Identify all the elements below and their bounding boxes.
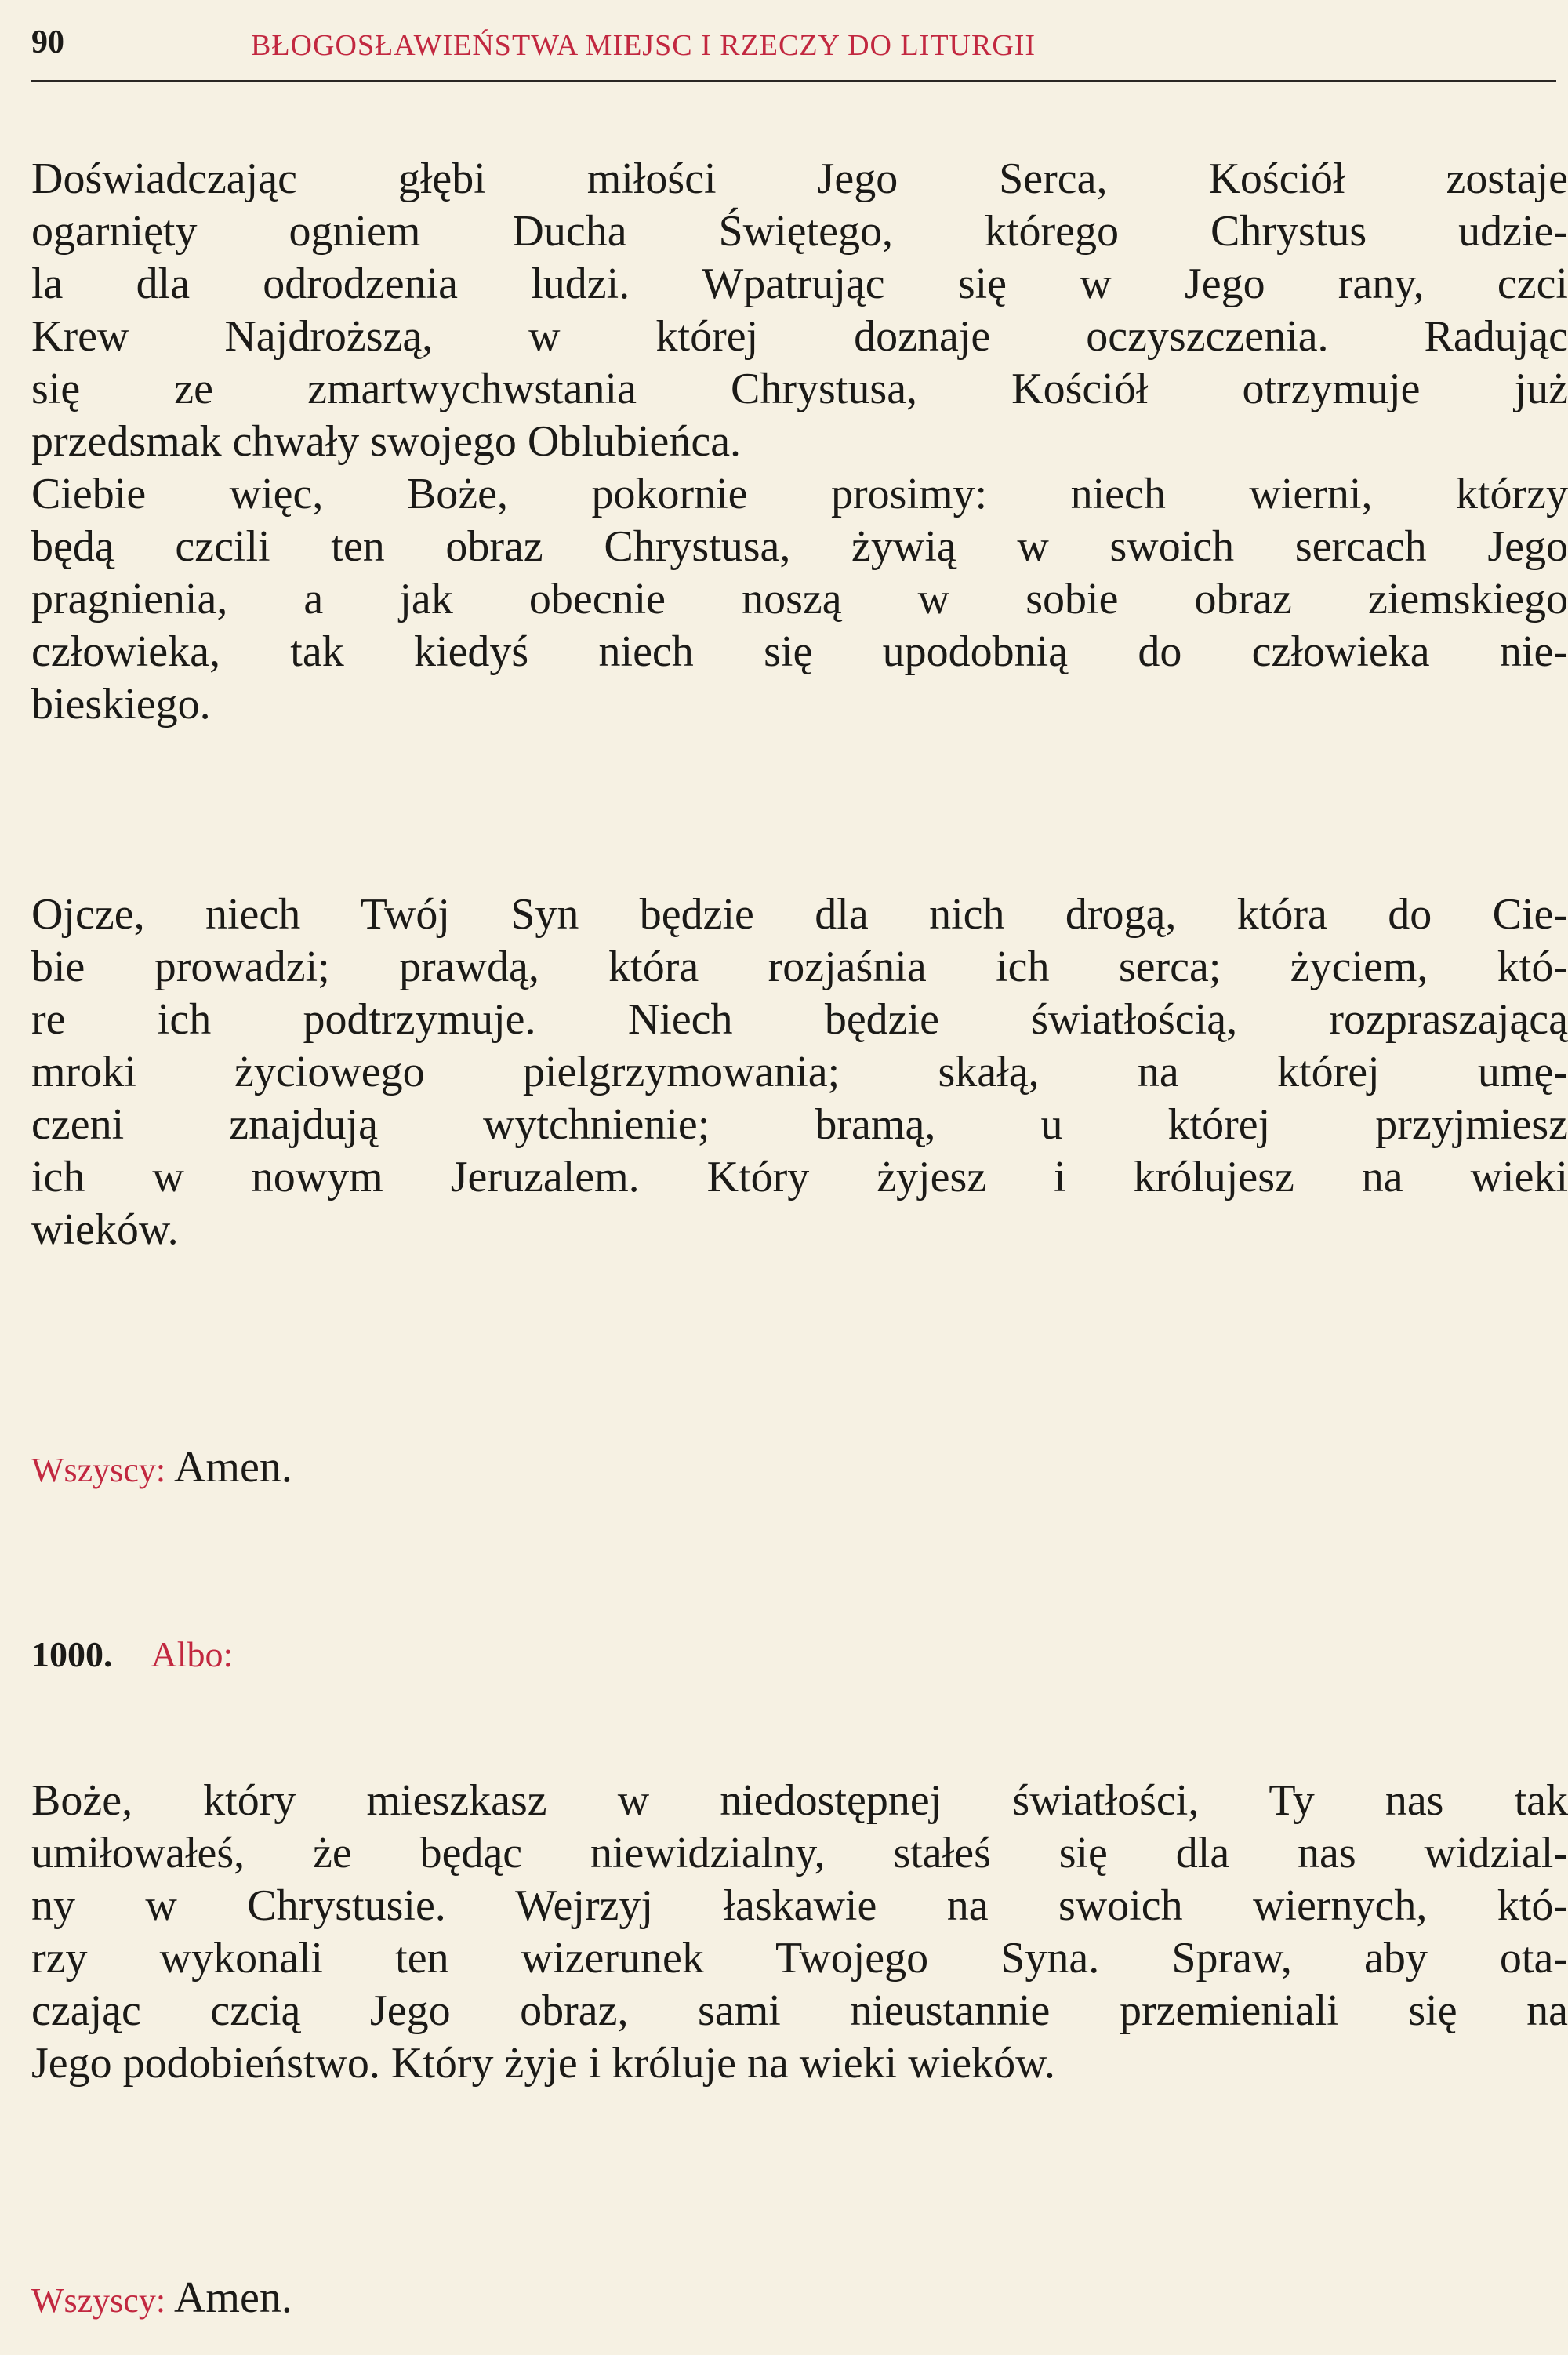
text-line: mroki życiowego pielgrzymowania; skałą, na której umę- [31,1048,1568,1096]
running-title: BŁOGOSŁAWIEŃSTWA MIEJSC I RZECZY DO LITURGII [251,29,1036,62]
prayer-paragraph-3 [31,889,1568,1256]
text-line: człowieka, tak kiedyś niech się upodobnią do człowieka nie- [31,627,1568,676]
response-speaker: Wszyscy: [31,1451,166,1489]
text-line: Ojcze, niech Twój Syn będzie dla nich drogą, która do Cie- [31,890,1568,939]
text-line: się ze zmartwychwstania Chrystusa, Kościół otrzymuje już [31,365,1568,413]
text-line: rzy wykonali ten wizerunek Twojego Syna. Spraw, aby ota- [31,1934,1568,1982]
text-line: ich w nowym Jeruzalem. Który żyjesz i królujesz na wieki [31,1153,1568,1201]
page-header [31,24,1556,82]
text-line: Krew Najdroższą, w której doznaje oczyszczenia. Radując [31,312,1568,361]
text-line: bie prowadzi; prawdą, która rozjaśnia ich serca; życiem, któ- [31,943,1568,991]
text-line: ogarnięty ogniem Ducha Świętego, którego Chrystus udzie- [31,207,1568,256]
response-amen-1 [31,1441,815,1496]
response-speaker: Wszyscy: [31,2281,166,2320]
prayer-paragraph-4 [31,1775,1568,2090]
text-line: umiłowałeś, że będąc niewidzialny, stałeś się dla nas widzial- [31,1829,1568,1877]
section-number: 1000. [31,1634,113,1674]
text-line: wieków. [31,1205,179,1254]
page-number: 90 [31,24,64,60]
response-amen-2 [31,2272,815,2327]
alternative-marker [31,1631,233,1678]
prayer-paragraph-2 [31,468,1568,731]
text-line: re ich podtrzymuje. Niech będzie światłością, rozpraszającą [31,995,1568,1044]
text-line: Boże, który mieszkasz w niedostępnej światłości, Ty nas tak [31,1776,1568,1825]
text-line: Doświadczając głębi miłości Jego Serca, Kościół zostaje [31,154,1568,203]
alternative-label: Albo: [151,1634,234,1674]
text-line: bieskiego. [31,680,211,729]
prayer-paragraph-1 [31,153,1568,468]
response-text: Amen. [173,1443,292,1492]
text-line: Ciebie więc, Boże, pokornie prosimy: niech wierni, którzy [31,470,1568,518]
text-line: pragnienia, a jak obecnie noszą w sobie obraz ziemskiego [31,575,1568,623]
text-line: czeni znajdują wytchnienie; bramą, u której przyjmiesz [31,1100,1568,1149]
text-line: będą czcili ten obraz Chrystusa, żywią w swoich sercach Jego [31,522,1568,571]
text-line: la dla odrodzenia ludzi. Wpatrując się w Jego rany, czci [31,260,1568,308]
text-line: czając czcią Jego obraz, sami nieustannie przemieniali się na [31,1986,1568,2035]
response-text: Amen. [173,2273,292,2322]
text-line: Jego podobieństwo. Który żyje i króluje na wieki wieków. [31,2039,1055,2088]
text-line: przedsmak chwały swojego Oblubieńca. [31,417,742,466]
text-line: ny w Chrystusie. Wejrzyj łaskawie na swoich wiernych, któ- [31,1881,1568,1930]
